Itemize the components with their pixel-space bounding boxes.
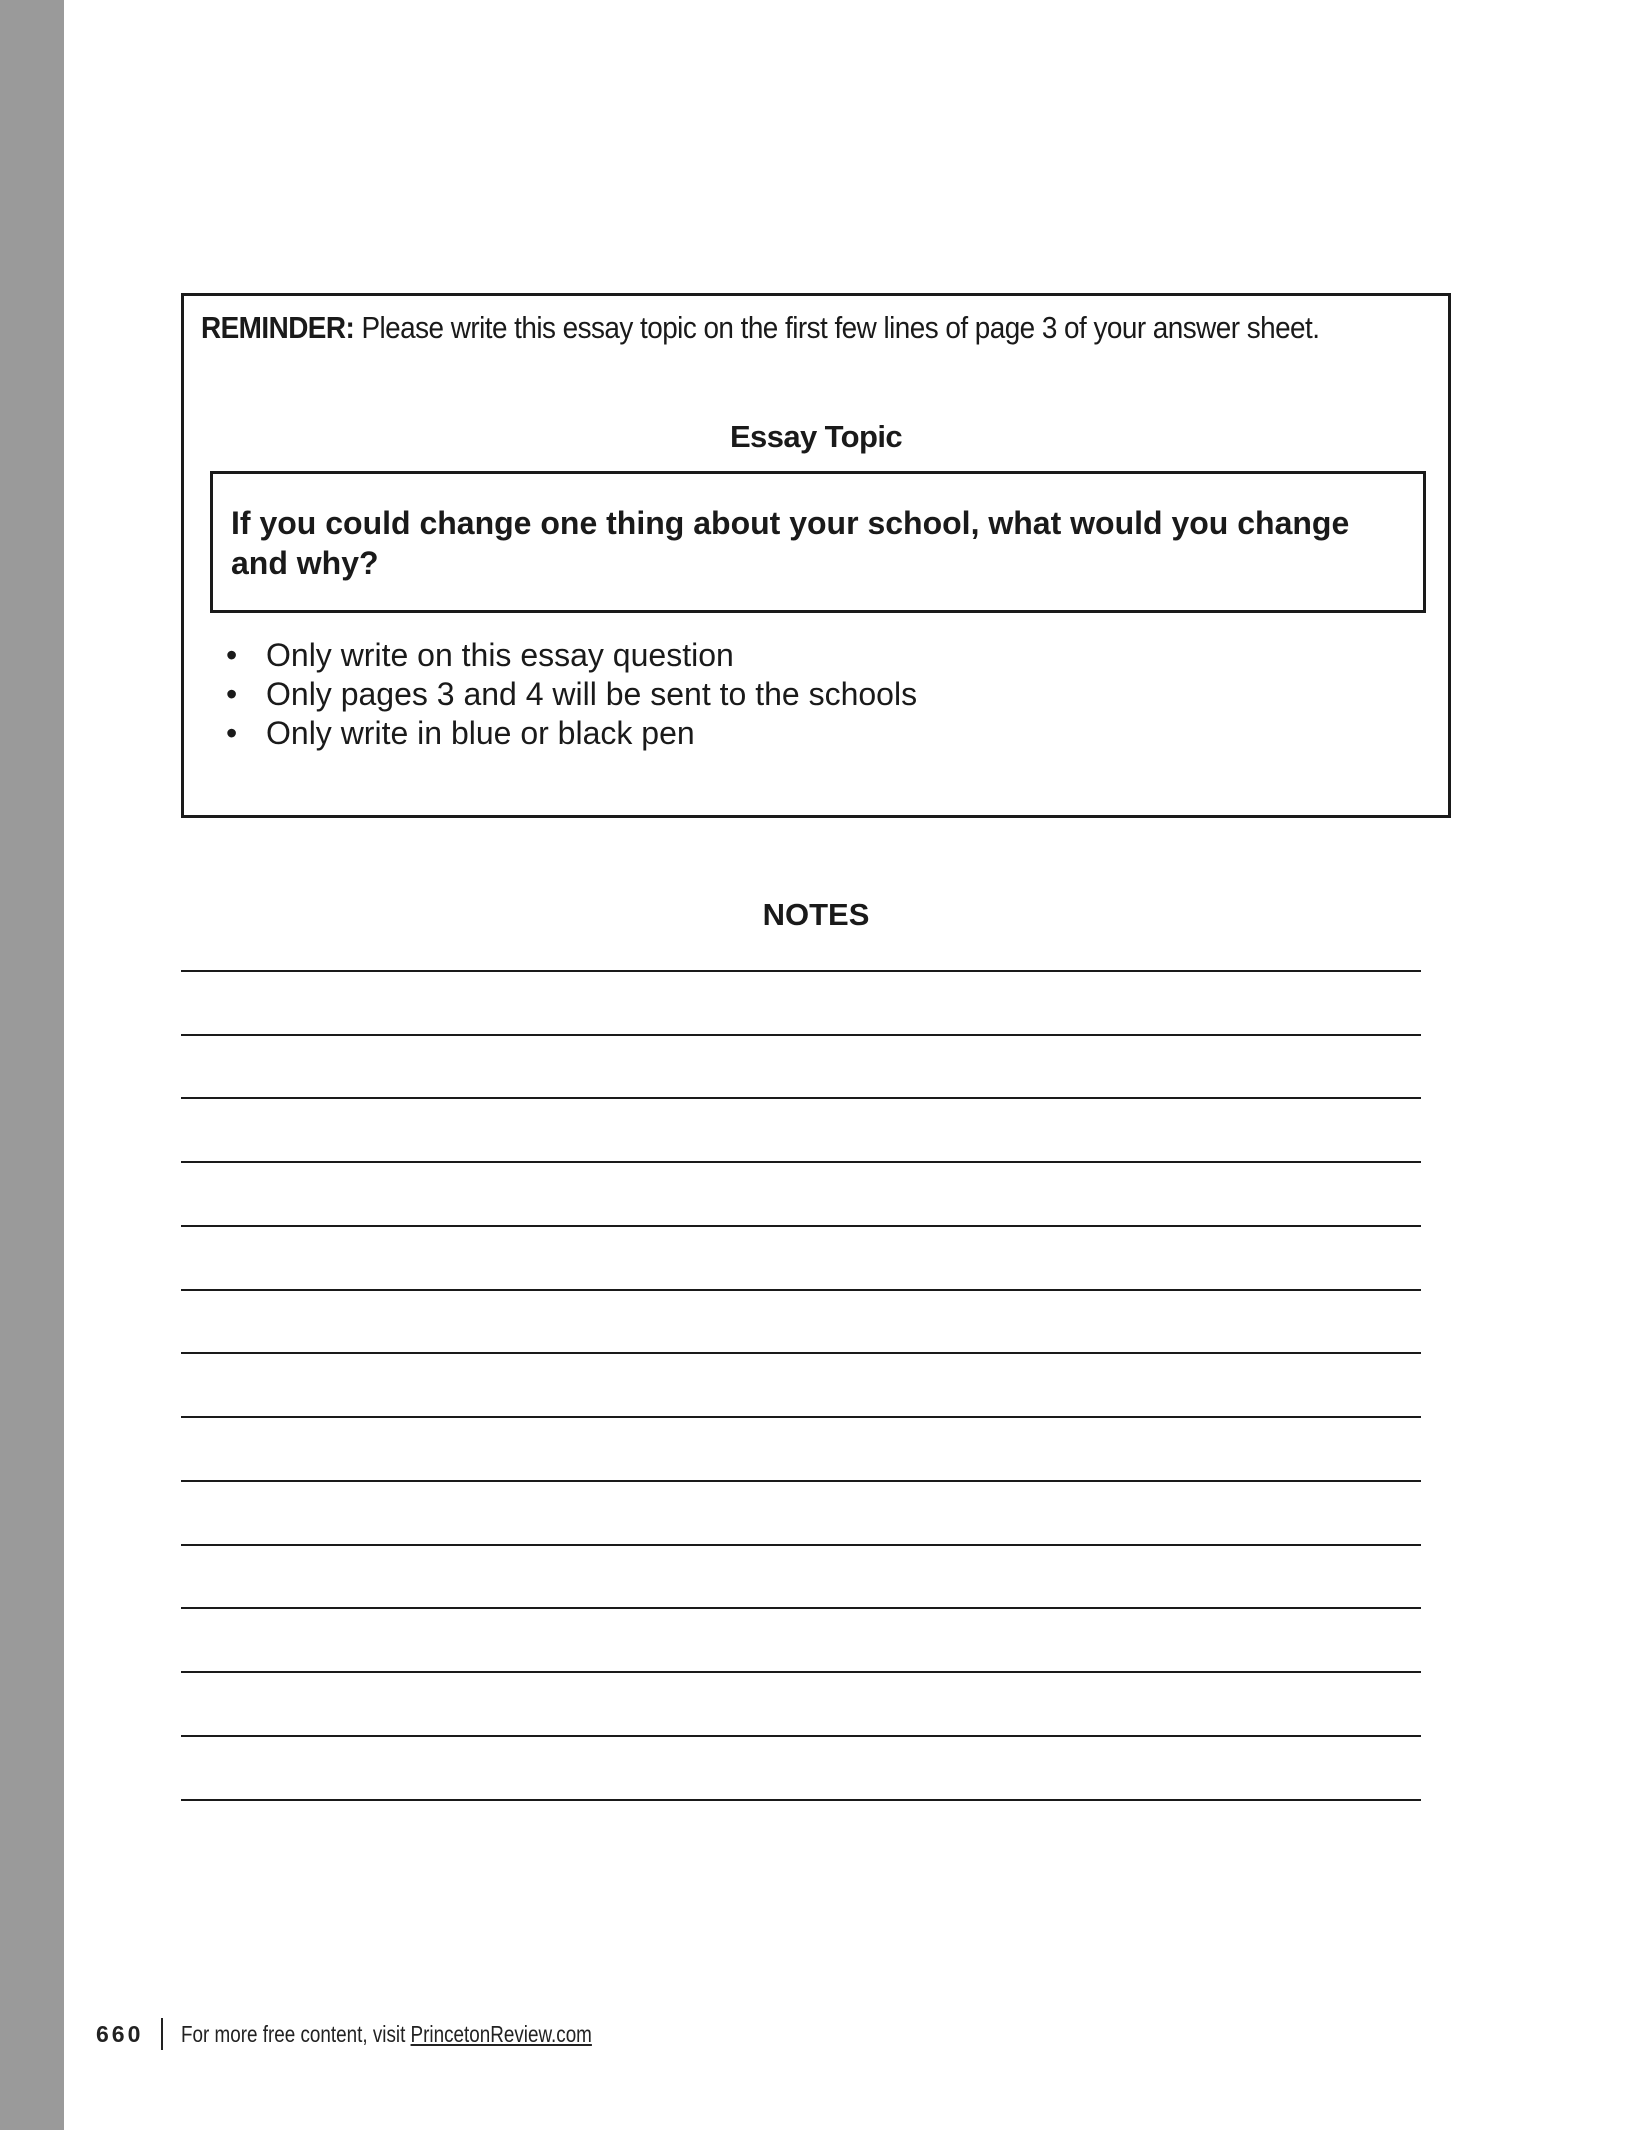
essay-topic-box	[210, 471, 1426, 613]
notes-line[interactable]	[181, 1225, 1421, 1227]
instruction-item: • Only write on this essay question	[224, 636, 917, 675]
reminder-body: Please write this essay topic on the first few lines of page 3 of your answer sheet.	[354, 310, 1320, 345]
notes-line[interactable]	[181, 1034, 1421, 1036]
instructions-list	[224, 636, 917, 753]
page-footer	[96, 2016, 682, 2052]
notes-title: NOTES	[762, 897, 870, 932]
princeton-review-link[interactable]: PrincetonReview.com	[410, 2020, 593, 2047]
page-number: 660	[96, 2020, 144, 2047]
notes-line[interactable]	[181, 1480, 1421, 1482]
instruction-item: • Only write in blue or black pen	[224, 714, 917, 753]
notes-line[interactable]	[181, 1735, 1421, 1737]
reminder-box	[181, 293, 1451, 818]
notes-line[interactable]	[181, 1161, 1421, 1163]
notes-line[interactable]	[181, 1607, 1421, 1609]
essay-topic-heading: Essay Topic	[729, 419, 902, 454]
notes-line[interactable]	[181, 1416, 1421, 1418]
footer-divider	[161, 2018, 163, 2050]
essay-question: If you could change one thing about your school, what would you change and why?	[231, 505, 1350, 581]
notes-line[interactable]	[181, 1799, 1421, 1801]
reminder-text	[201, 308, 1398, 348]
notes-line[interactable]	[181, 1352, 1421, 1354]
notes-line[interactable]	[181, 1097, 1421, 1099]
reminder-lead: REMINDER:	[201, 310, 355, 345]
notes-line[interactable]	[181, 1671, 1421, 1673]
footer-text	[181, 2021, 592, 2048]
notes-line[interactable]	[181, 970, 1421, 972]
page-spine	[0, 0, 64, 2130]
instruction-item: • Only pages 3 and 4 will be sent to the schools	[224, 675, 917, 714]
notes-line[interactable]	[181, 1544, 1421, 1546]
notes-line[interactable]	[181, 1289, 1421, 1291]
footer-caption: For more free content, visit	[181, 2020, 411, 2047]
